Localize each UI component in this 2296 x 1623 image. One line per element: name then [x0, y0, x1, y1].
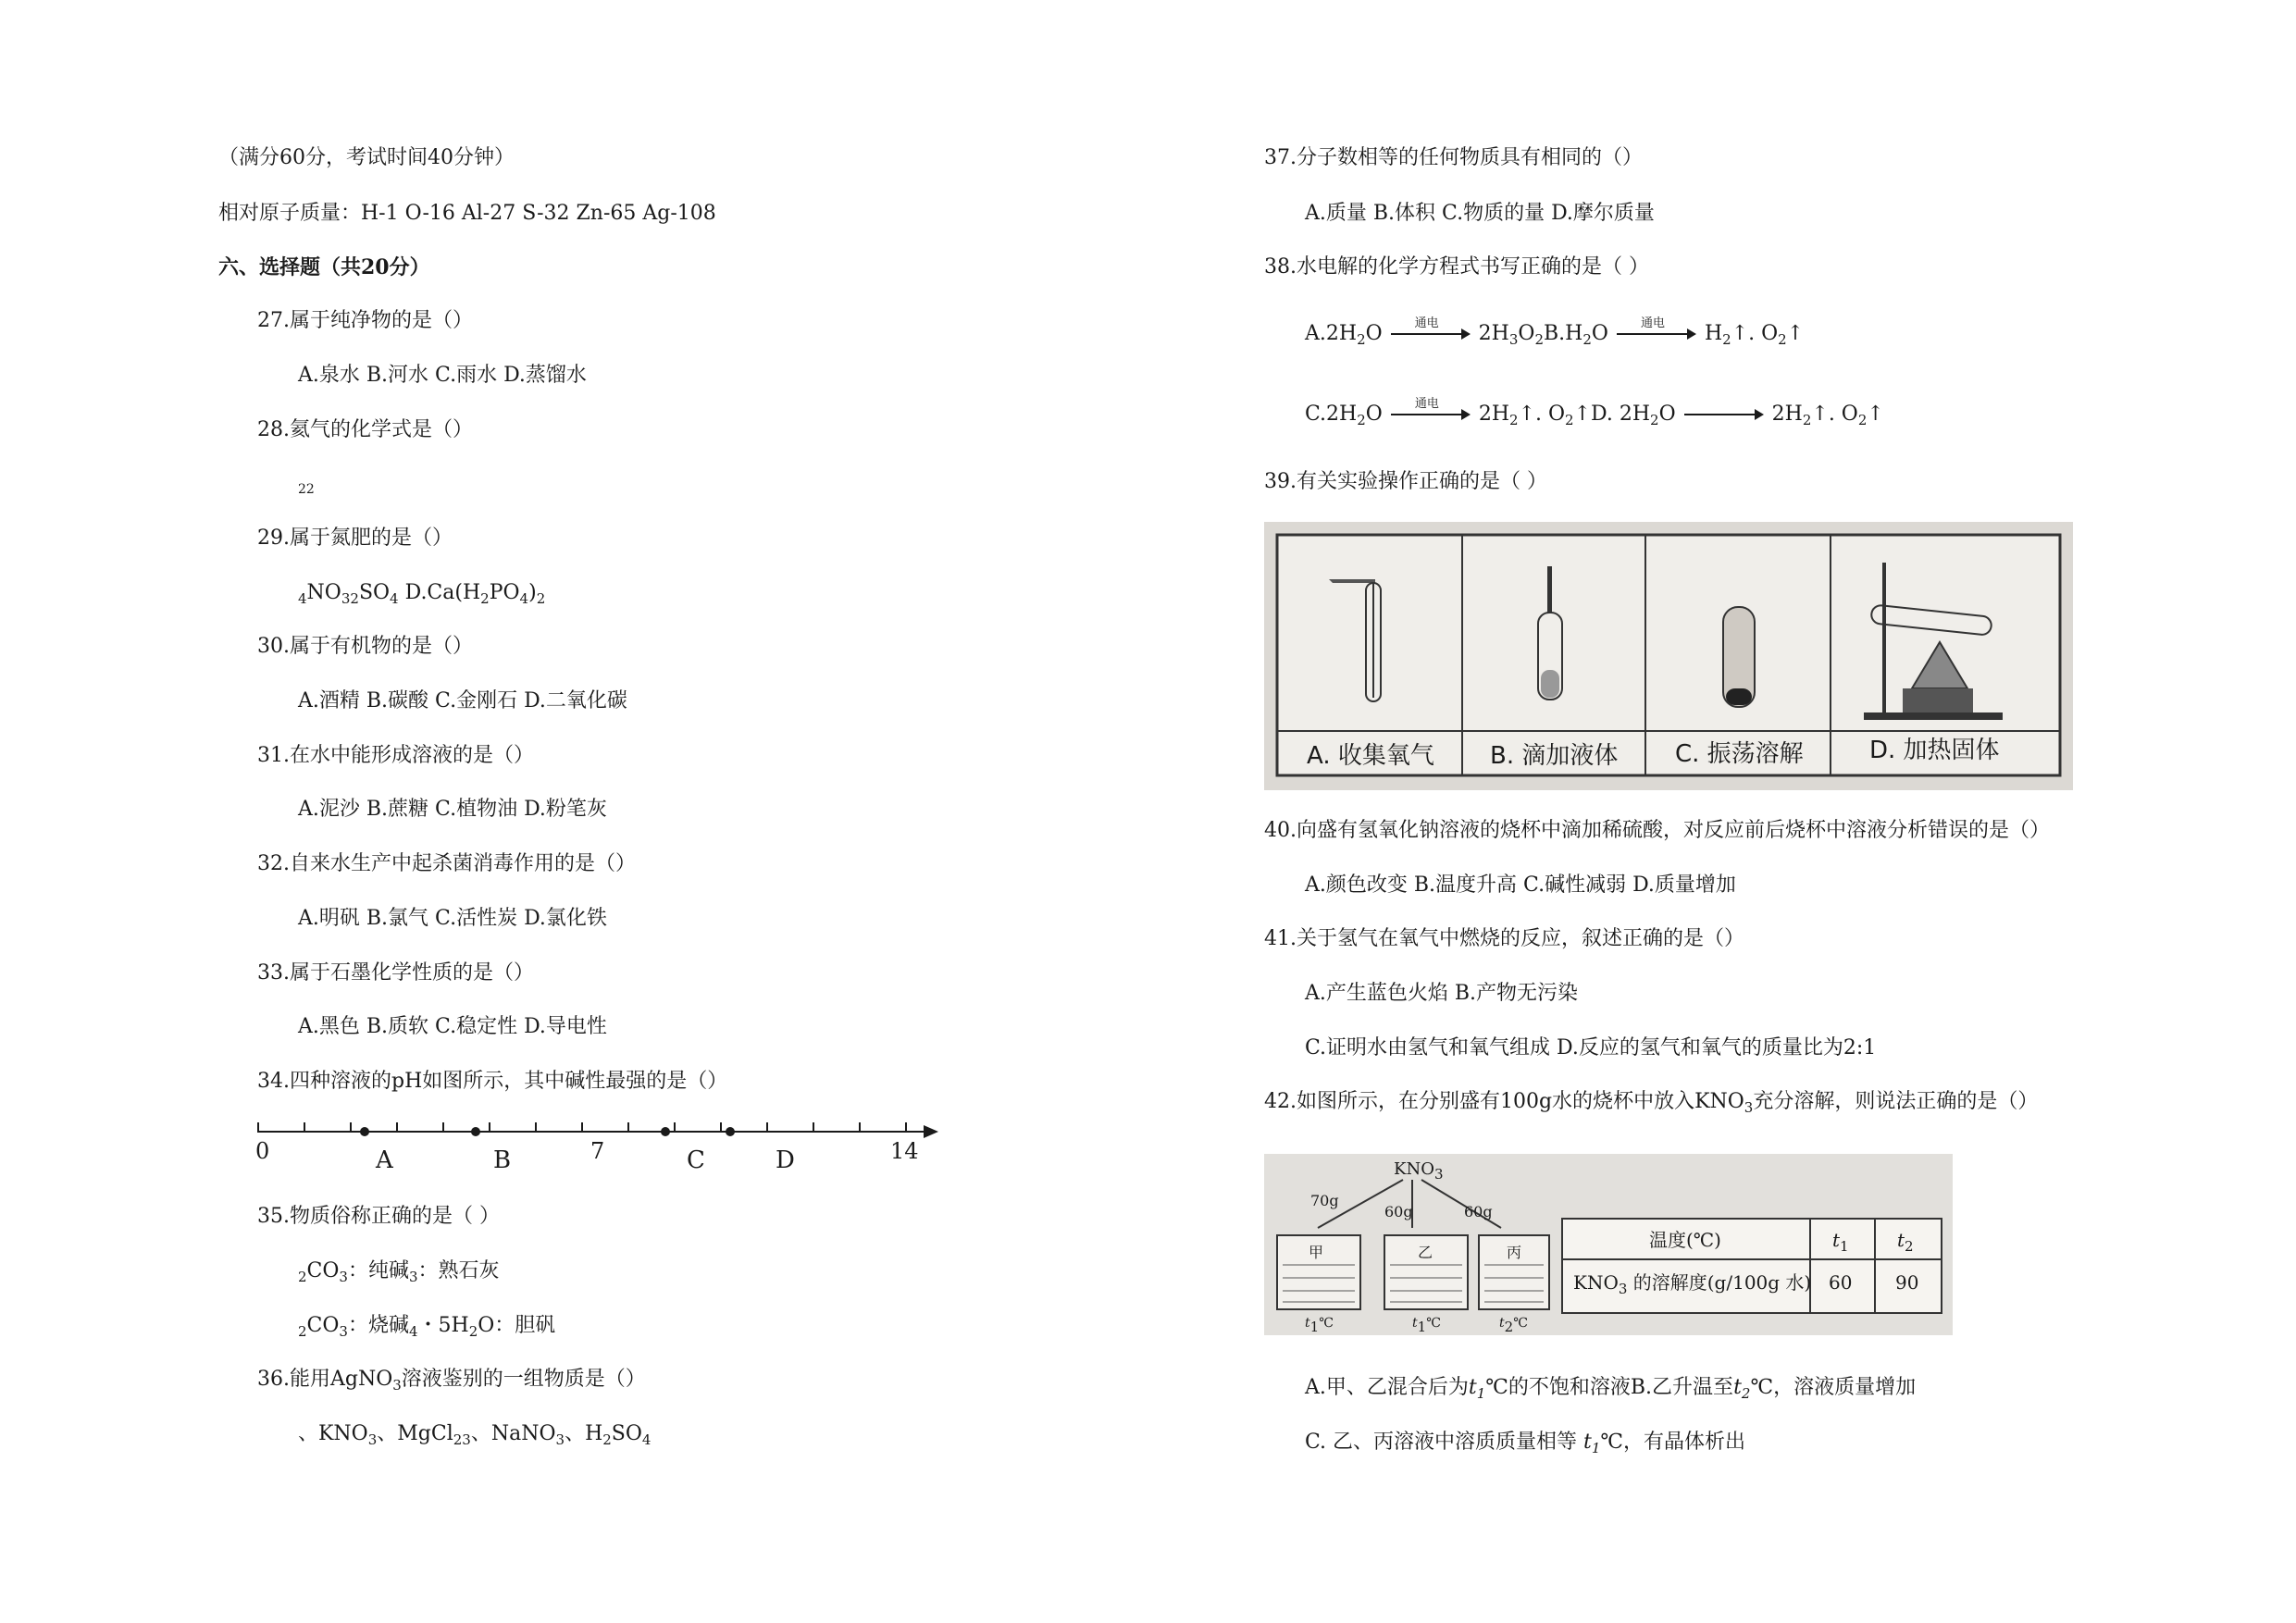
lab-panel-a-caption: A. 收集氧气	[1307, 742, 1434, 770]
ph-label-a: A	[376, 1146, 393, 1174]
question-35-option-1: $_2CO_3$：纯碱$_3$：熟石灰	[298, 1259, 500, 1285]
ph-label-0: 0	[255, 1138, 270, 1164]
question-33-options: A.黑色 B.质软 C.稳定性 D.导电性	[298, 1015, 607, 1038]
ph-axis-line	[257, 1131, 925, 1133]
table-cell-90: 90	[1895, 1271, 1919, 1294]
question-31: 31.在水中能形成溶液的是（）	[257, 744, 534, 767]
question-38: 38.水电解的化学方程式书写正确的是（ ）	[1264, 255, 1649, 279]
question-37-options: A.质量 B.体积 C.物质的量 D.摩尔质量	[1305, 202, 1655, 225]
exam-score-note: （满分60分，考试时间40分钟）	[218, 146, 515, 169]
lab-panel-c-caption: C. 振荡溶解	[1675, 740, 1804, 768]
ph-tick	[581, 1122, 583, 1132]
kno3-beakers-svg	[1264, 1154, 1953, 1335]
ph-tick	[813, 1122, 814, 1132]
lab-panel-b-caption: B. 滴加液体	[1490, 742, 1619, 770]
ph-tick	[350, 1122, 352, 1132]
ph-axis-arrowhead	[924, 1125, 938, 1138]
ph-tick	[535, 1122, 537, 1132]
mass-label-2: 60g	[1384, 1203, 1413, 1220]
ph-tick	[396, 1122, 398, 1132]
kno3-solubility-figure	[1264, 1154, 1953, 1335]
question-29-options: $_4NO_{32}SO_4$ $D.Ca(H_2PO_4)_2$	[298, 581, 546, 607]
table-header-temperature: 温度(℃)	[1649, 1229, 1721, 1251]
ph-tick	[489, 1122, 490, 1132]
question-37: 37.分子数相等的任何物质具有相同的（）	[1264, 146, 1643, 169]
beaker-temp-1: t1℃	[1305, 1316, 1334, 1335]
ph-label-7: 7	[590, 1138, 605, 1164]
question-30-options: A.酒精 B.碳酸 C.金刚石 D.二氧化碳	[298, 689, 627, 712]
question-34: 34.四种溶液的pH如图所示，其中碱性最强的是（）	[257, 1070, 728, 1093]
ph-tick	[627, 1122, 629, 1132]
question-40: 40.向盛有氢氧化钠溶液的烧杯中滴加稀硫酸，对反应前后烧杯中溶液分析错误的是（）	[1264, 819, 2050, 842]
ph-label-c: C	[687, 1146, 705, 1174]
ph-point	[360, 1127, 369, 1136]
ph-tick	[442, 1122, 444, 1132]
reaction-arrow: 通电	[1617, 327, 1696, 341]
ph-label-d: D	[776, 1146, 795, 1174]
beaker-label-yi: 乙	[1418, 1244, 1433, 1261]
ph-tick	[674, 1122, 676, 1132]
beaker-temp-2: t1℃	[1412, 1316, 1441, 1335]
ph-point	[726, 1127, 735, 1136]
question-36-options: 、$KNO_3$、MgCl$_{23}$、NaNO$_3$、$H_2SO_4$	[298, 1422, 652, 1448]
ph-tick	[766, 1122, 768, 1132]
reaction-arrow: 通电	[1391, 407, 1471, 422]
question-42: 42.如图所示，在分别盛有100g水的烧杯中放入$KNO_3$充分溶解，则说法正确的是（）	[1264, 1090, 2039, 1116]
shaking-tube-icon	[1723, 607, 1755, 707]
question-32: 32.自来水生产中起杀菌消毒作用的是（）	[257, 852, 636, 875]
beaker-label-jia: 甲	[1309, 1244, 1324, 1261]
question-38-options-ab: A.2H2O 通电 2H3O2B.H2O 通电 H2↑. O2↑	[1305, 316, 1805, 348]
reaction-arrow	[1684, 407, 1764, 422]
lab-operations-figure	[1264, 522, 2073, 790]
ph-tick	[304, 1122, 305, 1132]
question-40-options: A.颜色改变 B.温度升高 C.碱性减弱 D.质量增加	[1305, 873, 1736, 897]
question-35-option-2: $_2CO_3$：烧碱$_4$・$5H_2O$：胆矾	[298, 1314, 556, 1340]
table-row-label: $KNO_3$ 的溶解度(g/100g 水)	[1573, 1271, 1812, 1297]
section-title: 六、选择题（共20分）	[218, 255, 430, 279]
lab-panel-d-caption: D. 加热固体	[1869, 737, 2000, 764]
question-31-options: A.泥沙 B.蔗糖 C.植物油 D.粉笔灰	[298, 798, 607, 821]
table-header-t2: $t_2$	[1897, 1229, 1914, 1255]
ph-point	[661, 1127, 670, 1136]
question-41-options-1: A.产生蓝色火焰 B.产物无污染	[1305, 982, 1579, 1005]
ph-tick	[720, 1122, 722, 1132]
question-38-options-cd: C.2H2O 通电 2H2↑. O2↑D. 2H2O 2H2↑. O2↑	[1305, 397, 1884, 428]
question-39: 39.有关实验操作正确的是（ ）	[1264, 470, 1547, 493]
question-27: 27.属于纯净物的是（）	[257, 309, 473, 332]
question-36: 36.能用AgNO$_3$溶液鉴别的一组物质是（）	[257, 1368, 646, 1394]
question-27-options: A.泉水 B.河水 C.雨水 D.蒸馏水	[298, 364, 587, 387]
kno3-top-label: $KNO_3$	[1394, 1159, 1444, 1183]
ph-label-14: 14	[890, 1138, 919, 1164]
question-30: 30.属于有机物的是（）	[257, 635, 473, 658]
ph-tick	[859, 1122, 861, 1132]
ph-number-line	[257, 1115, 942, 1180]
beaker-label-bing: 丙	[1507, 1244, 1522, 1261]
question-28-options: 22	[298, 482, 315, 497]
question-41: 41.关于氢气在氧气中燃烧的反应，叙述正确的是（）	[1264, 927, 1744, 950]
question-29: 29.属于氮肥的是（）	[257, 527, 453, 550]
question-35: 35.物质俗称正确的是（ ）	[257, 1205, 500, 1228]
question-32-options: A.明矾 B.氯气 C.活性炭 D.氯化铁	[298, 907, 607, 930]
ph-point	[471, 1127, 480, 1136]
question-28: 28.氦气的化学式是（）	[257, 418, 473, 441]
beaker-temp-3: t2℃	[1499, 1316, 1528, 1335]
reaction-arrow: 通电	[1391, 327, 1471, 341]
atomic-mass-list: 相对原子质量：H-1 O-16 Al-27 S-32 Zn-65 Ag-108	[218, 202, 716, 225]
mass-label-1: 70g	[1310, 1192, 1339, 1209]
question-33: 33.属于石墨化学性质的是（）	[257, 961, 534, 985]
table-header-t1: $t_1$	[1832, 1229, 1849, 1255]
mass-label-3: 60g	[1464, 1203, 1493, 1220]
table-cell-60: 60	[1829, 1271, 1853, 1294]
ph-tick	[257, 1122, 259, 1132]
ph-label-b: B	[493, 1146, 512, 1174]
question-42-options-1: A.甲、乙混合后为$t_1℃$的不饱和溶液B.乙升温至$t_2℃$，溶液质量增加	[1305, 1376, 1917, 1402]
question-41-options-2: C.证明水由氢气和氧气组成 D.反应的氢气和氧气的质量比为2:1	[1305, 1036, 1877, 1059]
question-42-options-2: C. 乙、丙溶液中溶质质量相等 $t_1℃$，有晶体析出	[1305, 1431, 1746, 1456]
ph-tick	[905, 1122, 907, 1132]
